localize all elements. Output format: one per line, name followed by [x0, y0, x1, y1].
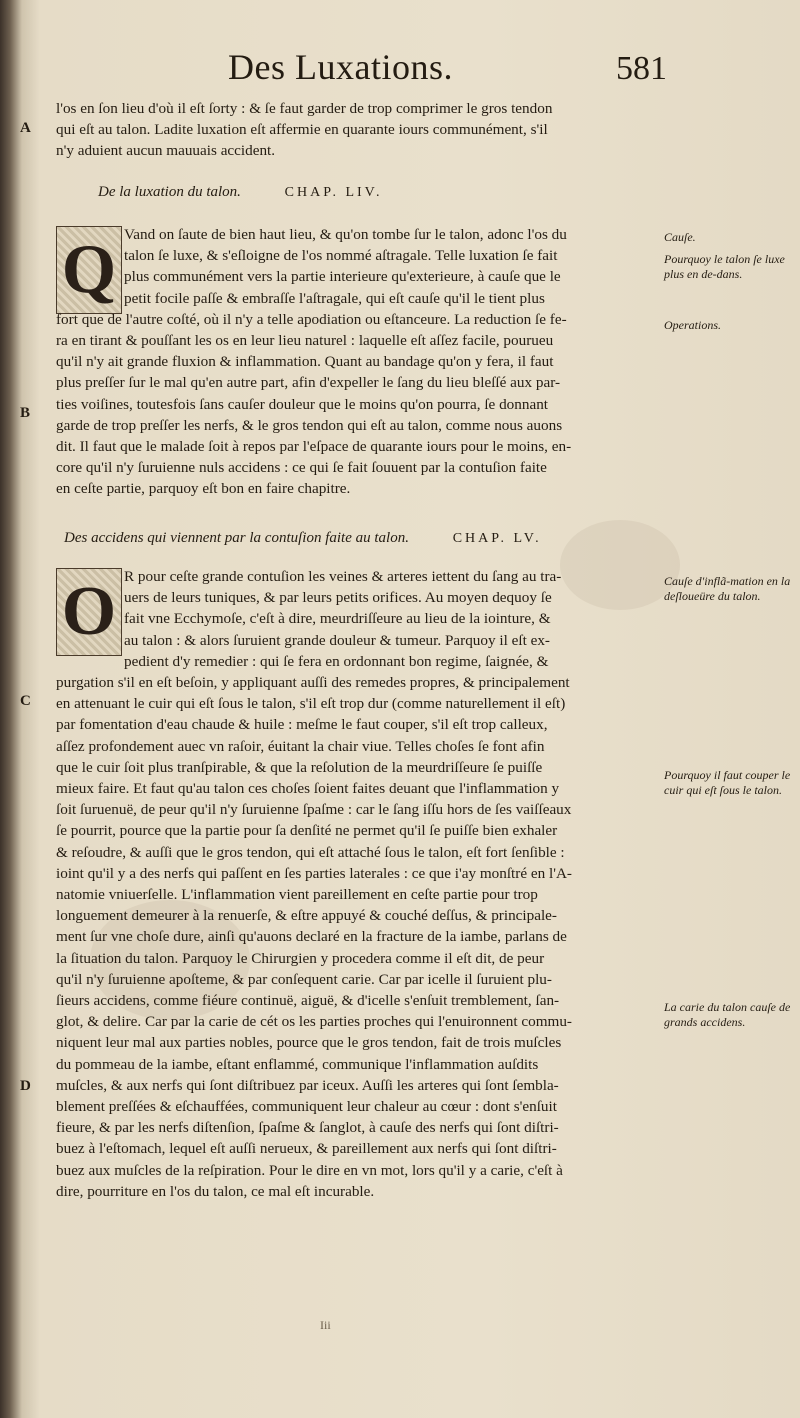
sidenote-cut-skin: Pourquoy il faut couper le cuir qui eſt ſous le talon.: [664, 768, 791, 797]
text-line: core qu'il n'y ſuruienne nuls accidens : ce qui ſe fait ſouuent par la contuſion faite: [56, 459, 547, 477]
signature-mark: Iii: [320, 1318, 331, 1332]
sidenote-caries: La carie du talon cauſe de grands accidens.: [664, 1000, 791, 1029]
text-line: l'os en ſon lieu d'où il eſt ſorty : & ſe faut garder de trop comprimer le gros tendon: [56, 100, 553, 117]
text-line: niquent leur mal aux parties nobles, pource que le gros tendon, fait de trois muſcles: [56, 1034, 562, 1052]
page-number: 581: [616, 50, 667, 87]
text-line: petit focile paſſe & embraſſe l'aſtragale, qui eſt cauſe qu'il le tient plus: [124, 289, 545, 307]
text-line: ſe pourrit, pource que la partie pour ſa denſité ne permet qu'il ſe puiſſe bien exhaler: [56, 822, 558, 840]
sidenote-cause: Cauſe.: [664, 230, 696, 244]
text-line: plus communément vers la partie interieure qu'exterieure, à cauſe que le: [124, 268, 561, 286]
text-line: ſieurs accidens, comme fiéure continuë, aiguë, & d'icelle s'enſuit tremblement, ſan-: [56, 992, 560, 1010]
text-line: ſoit ſuruenuë, de peur qu'il n'y ſuruienne ſpaſme : car le ſang iſſu hors de ſes vaiſſeaux: [56, 801, 572, 819]
text-line: en attenuant le cuir qui eſt ſous le talon, s'il eſt trop dur (comme naturellement il eſt): [56, 695, 566, 713]
chapter-54-body: [56, 224, 656, 500]
text-line: ties voiſines, toutesfois ſans cauſer douleur que le moins qu'on pourra, ſe donnant: [56, 395, 549, 413]
sidenote-inflammation-cause: Cauſe d'inflã-mation en la deſloueüre du talon.: [664, 574, 791, 603]
text-line: Vand on ſaute de bien haut lieu, & qu'on tombe ſur le talon, adonc l'os du: [124, 226, 567, 243]
chapter-title: Des accidens qui viennent par la contuſion faite au talon.: [64, 530, 409, 546]
drop-cap-letter: Q: [61, 231, 117, 308]
text-line: fait vne Ecchymoſe, c'eſt à dire, meurdriſſeure au lieu de la iointure, &: [124, 610, 551, 628]
chapter-number: CHAP. LV.: [452, 531, 542, 546]
chapter-number: CHAP. LIV.: [284, 185, 383, 200]
text-line: que le cuir ſoit plus tranſpirable, & que la reſolution de la meurdriſſeure ſe puiſſe: [56, 758, 543, 776]
intro-paragraph: [56, 98, 656, 162]
text-line: buez à l'eſtomach, lequel eſt auſſi nerueux, & pareillement aux nerfs qui ſont diſtri-: [56, 1140, 557, 1158]
running-title: Des Luxations.: [228, 47, 453, 87]
chapter-55-heading: [64, 530, 542, 547]
sidenote-operations: Operations.: [664, 318, 721, 332]
text-line: qui eſt au talon. Ladite luxation eſt affermie en quarante iours communément, s'il: [56, 121, 548, 139]
text-line: en ceſte partie, parquoy eſt bon en faire chapitre.: [56, 480, 351, 498]
text-line: purgation s'il en eſt beſoin, y appliquant auſſi des remedes propres, & principalement: [56, 674, 570, 692]
text-line: fieure, & par les nerfs diſtenſion, ſpaſme & ſanglot, à cauſe des nerfs qui ſont diſtri-: [56, 1119, 559, 1137]
text-line: buez aux muſcles de la reſpiration. Pour le dire en vn mot, lors qu'il y a carie, c'eſt à: [56, 1161, 563, 1179]
text-line: glot, & delire. Car par la carie de cét os les parties proches qui l'enuironnent commu-: [56, 1013, 572, 1031]
text-line: ment ſur vne choſe dure, ainſi qu'auons declaré en la fracture de la iambe, parlans de: [56, 928, 567, 946]
text-line: pedient d'y remedier : qui ſe fera en ordonnant bon regime, ſaignée, &: [124, 652, 549, 670]
text-line: talon ſe luxe, & s'eſloigne de l'os nommé aſtragale. Telle luxation ſe fait: [124, 247, 558, 265]
text-line: ra en tirant & pouſſant les os en leur lieu naturel : laquelle eſt aſſez facile, pourueu: [56, 332, 554, 350]
text-line: mieux faire. Et faut qu'au talon ces choſes ſoient faites deuant que l'inflammation y: [56, 780, 560, 798]
text-line: fort que de l'autre coſté, où il n'y a telle apodiation ou eſtanceure. La reduction ſe fe-: [56, 310, 567, 328]
page-header: [0, 46, 800, 96]
margin-letter-c: C: [20, 693, 31, 709]
text-line: la ſituation du talon. Parquoy le Chirurgien y procedera comme il eſt dit, de peur: [56, 949, 545, 967]
text-line: dire, pourriture en l'os du talon, ce mal eſt incurable.: [56, 1182, 375, 1200]
chapter-55-body: [56, 566, 656, 1202]
text-line: natomie vniuerſelle. L'inflammation vient pareillement en ceſte partie pour trop: [56, 886, 538, 904]
text-line: R pour ceſte grande contuſion les veines & arteres iettent du ſang au tra-: [124, 568, 562, 585]
chapter-54-heading: [98, 184, 382, 201]
text-line: & reſoudre, & auſſi que le gros tendon, qui eſt attaché ſous le talon, eſt fort ſenſible :: [56, 843, 565, 861]
text-line: garde de trop preſſer les nerfs, & le gros tendon qui eſt au talon, comme nous auons: [56, 416, 563, 434]
text-line: aſſez profondement auec vn raſoir, éuitant la chair viue. Telles choſes ſe font afin: [56, 737, 545, 755]
text-line: qu'il n'y ſuruienne apoſteme, & par conſequent carie. Car par icelle il ſuruient plu-: [56, 970, 552, 988]
text-line: n'y aduient aucun mauuais accident.: [56, 142, 276, 160]
chapter-title: De la luxation du talon.: [98, 184, 241, 200]
margin-letter-b: B: [20, 405, 31, 421]
text-line: qu'il n'y ait grande fluxion & inflammation. Quant au bandage qu'on y fera, il faut: [56, 353, 554, 371]
text-line: blement preſſées & eſchauffées, communiquent leur chaleur au cœur : dont s'enſuit: [56, 1098, 557, 1116]
text-line: muſcles, & aux nerfs qui ſont diſtribuez par iceux. Auſſi les arteres qui ſont ſembla-: [56, 1076, 559, 1094]
text-line: du pommeau de la iambe, eſtant enflammé, communique l'inflammation auſdits: [56, 1055, 539, 1073]
text-line: dit. Il faut que le malade ſoit à repos par l'eſpace de quarante iours pour le moins, en-: [56, 438, 572, 456]
text-line: par fomentation d'eau chaude & huile : meſme le faut couper, s'il eſt trop calleux,: [56, 716, 548, 734]
margin-letter-d: D: [20, 1078, 31, 1094]
text-line: au talon : & alors ſuruient grande douleur & tumeur. Parquoy il eſt ex-: [124, 631, 550, 649]
text-line: plus preſſer ſur le mal qu'en autre part, afin d'expeller le ſang du lieu bleſſé aux par-: [56, 374, 561, 392]
sidenote-why-luxe: Pourquoy le talon ſe luxe plus en de-dans.: [664, 252, 785, 281]
drop-cap-letter: O: [61, 573, 117, 650]
text-line: ioint qu'il y a des nerfs qui paſſent en ſes parties laterales : ce que i'ay monſtré en l'A-: [56, 864, 572, 882]
text-line: longuement demeurer à la renuerſe, & eſtre appuyé & couché deſſus, & principale-: [56, 907, 557, 925]
text-line: uers de leurs tuniques, & par leurs petits orifices. Au moyen dequoy ſe: [124, 589, 552, 607]
margin-letter-a: A: [20, 120, 31, 136]
